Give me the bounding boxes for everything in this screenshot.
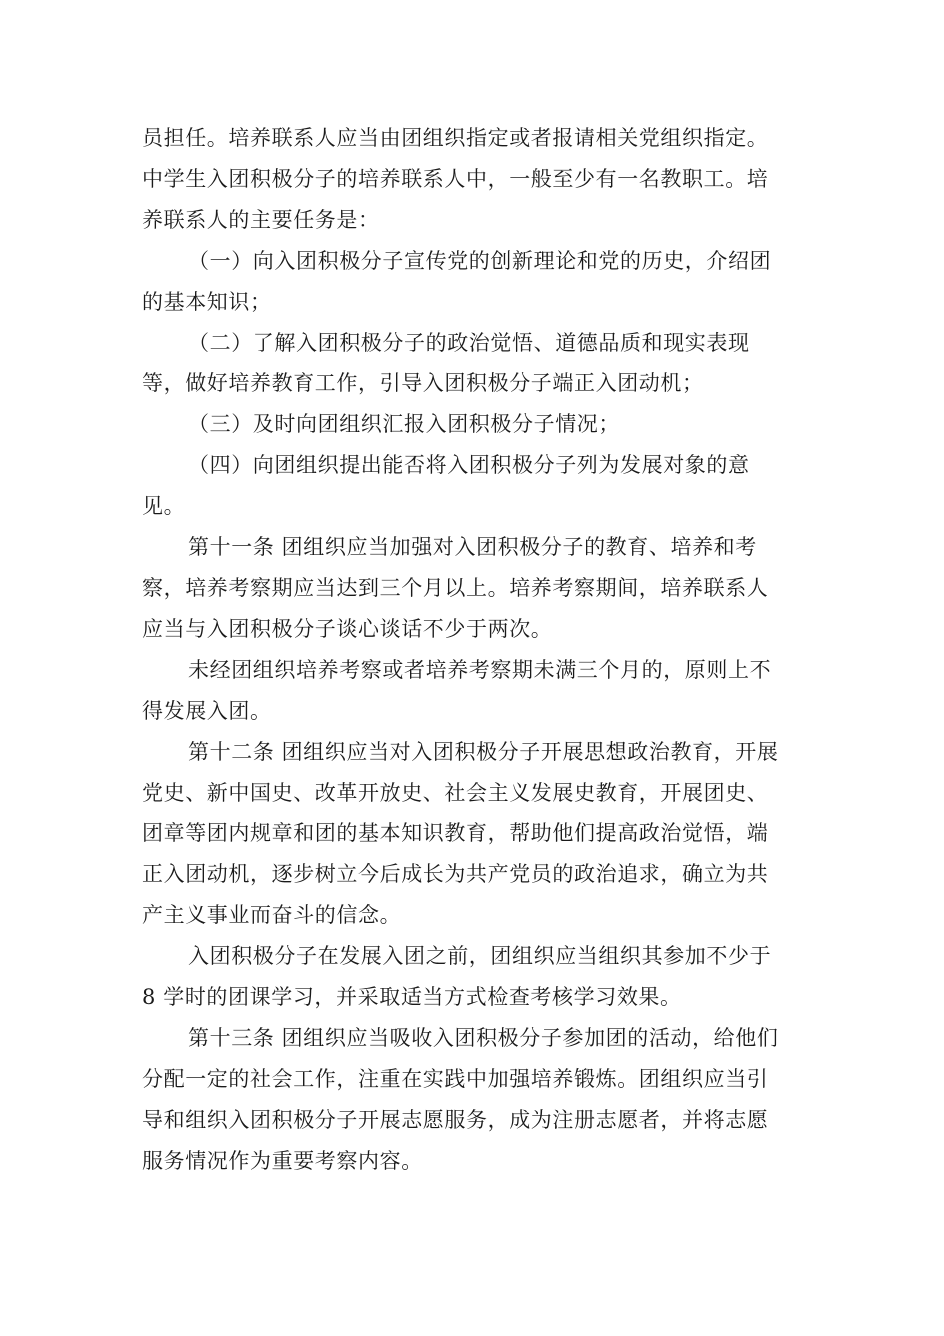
text-line: 员担任。培养联系人应当由团组织指定或者报请相关党组织指定。 [142,126,769,150]
text-line: 8 学时的团课学习，并采取适当方式检查考核学习效果。 [142,985,682,1010]
text-line: 产主义事业而奋斗的信念。 [142,903,402,928]
text-line: 导和组织入团积极分子开展志愿服务，成为注册志愿者，并将志愿 [142,1107,769,1132]
text-line: 党史、新中国史、改革开放史、社会主义发展史教育，开展团史、 [142,780,769,805]
text-line: 得发展入团。 [142,698,272,723]
document-body [142,118,802,1182]
text-line: 分配一定的社会工作，注重在实践中加强培养锻炼。团组织应当引 [142,1066,769,1091]
text-line: 正入团动机，逐步树立今后成长为共产党员的政治追求，确立为共 [142,862,769,887]
text-line: 入团积极分子在发展入团之前，团组织应当组织其参加不少于 [188,944,772,969]
text-line: 养联系人的主要任务是： [142,207,380,232]
text-line: 中学生入团积极分子的培养联系人中，一般至少有一名教职工。培 [142,166,769,191]
article-heading-line: 第十二条 团组织应当对入团积极分子开展思想政治教育，开展 [188,739,779,764]
text-line: 团章等团内规章和团的基本知识教育，帮助他们提高政治觉悟，端 [142,821,769,846]
text-line: （三）及时向团组织汇报入团积极分子情况； [188,412,620,437]
text-line: 察，培养考察期应当达到三个月以上。培养考察期间，培养联系人 [142,575,769,600]
text-line: 服务情况作为重要考察内容。 [142,1148,423,1173]
article-heading-line: 第十一条 团组织应当加强对入团积极分子的教育、培养和考 [188,535,757,560]
article-heading-line: 第十三条 团组织应当吸收入团积极分子参加团的活动，给他们 [188,1025,779,1050]
text-line: （四）向团组织提出能否将入团积极分子列为发展对象的意 [188,453,750,478]
text-line: 见。 [142,494,186,519]
text-line: 等，做好培养教育工作，引导入团积极分子端正入团动机； [142,371,704,396]
text-line: 应当与入团积极分子谈心谈话不少于两次。 [142,616,553,641]
text-line: （二）了解入团积极分子的政治觉悟、道德品质和现实表现 [188,330,750,355]
text-line: （一）向入团积极分子宣传党的创新理论和党的历史，介绍团 [188,248,772,273]
text-line: 未经团组织培养考察或者培养考察期未满三个月的，原则上不 [188,657,772,682]
text-line: 的基本知识； [142,289,272,314]
